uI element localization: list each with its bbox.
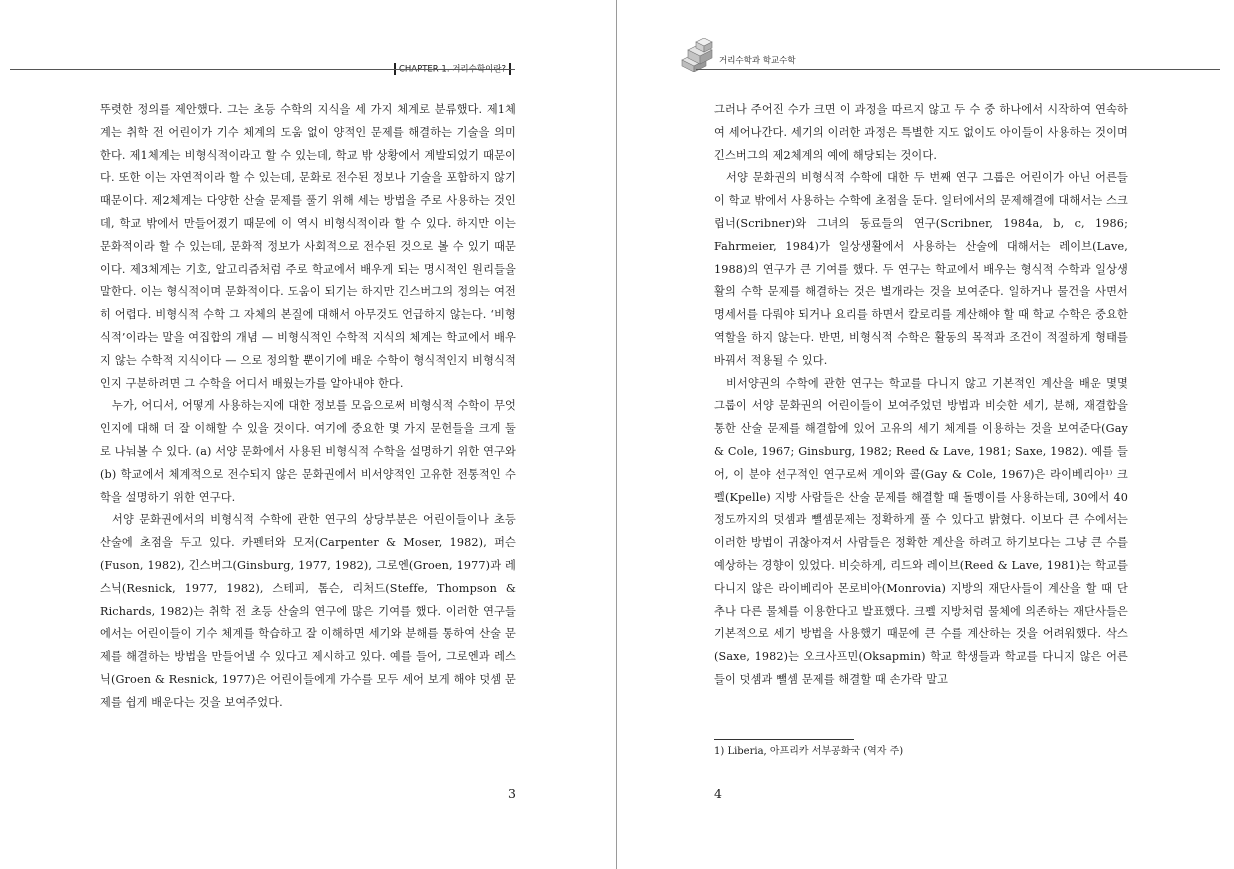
header-rule [696, 69, 1220, 70]
footnote-rule [714, 739, 854, 740]
footnote: 1) Liberia, 아프리카 서부공화국 (역자 주) [714, 746, 904, 757]
stacked-blocks-icon [680, 38, 716, 72]
right-running-head: 거리수학과 학교수학 [719, 56, 796, 66]
left-body-text [100, 99, 516, 715]
paragraph: 뚜렷한 정의를 제안했다. 그는 초등 수학의 지식을 세 가지 체계로 분류했다. 제1체계는 취학 전 어린이가 기수 체계의 도움 없이 양적인 문제를 해결하는 기술을 의미한다. 제1체계는 비형식적이라고 할 수 있는데, 학교 밖 상황에서 계발되었기 때문이다. 또한 이는 자연적이라 할 수 있는데, 문화로 전수된 정보나 기술을 포함하지 않기 때문이다. 제2체계는 다양한 산술 문제를 풀기 위해 세는 방법을 주로 사용하는 것인데, 학교 밖에서 만들어졌기 때문에 이 역시 비형식적이라 할 수 있다. 하지만 이는 문화적이라 할 수 있는데, 문화적 정보가 사회적으로 전수된 것으로 볼 수 있기 때문이다. 제3체계는 기호, 알고리즘처럼 주로 학교에서 배우게 되는 명시적인 원리들을 말한다. 이는 형식적이며 문화적이다. 도움이 되기는 하지만 긴스버그의 정의는 여전히 어렵다. 비형식적 수학 그 자체의 본질에 대해서 아무것도 언급하지 않는다. ‘비형식적’이라는 말을 여집합의 개념 — 비형식적인 수학적 지식의 체계는 학교에서 배우지 않는 수학적 지식이다 — 으로 정의할 뿐이기에 배운 수학이 형식적인지 비형식적인지 구분하려면 그 수학을 어디서 배웠는가를 알아내야 한다. [100, 103, 516, 390]
paragraph: 그러나 주어진 수가 크면 이 과정을 따르지 않고 두 수 중 하나에서 시작하여 연속하여 세어나간다. 세기의 이러한 과정은 특별한 지도 없이도 아이들이 사용하는 것이며 긴스버그의 제2체계의 예에 해당되는 것이다. [714, 103, 1128, 162]
right-page [617, 0, 1234, 869]
page-number: 3 [508, 786, 516, 801]
right-body-text [714, 99, 1128, 692]
paragraph: 서양 문화권에서의 비형식적 수학에 관한 연구의 상당부분은 어린이들이나 초등 산술에 초점을 두고 있다. 카펜터와 모저(Carpenter & Moser, 1982), 퍼슨(Fuson, 1982), 긴스버그(Ginsburg, 1977, 1982), 그로엔(Groen, 1977)과 레스닉(Resnick, 1977, 1982), 스테피, 톰슨, 리처드(Steffe, Thompson & Richards, 1982)는 취학 전 초등 산술의 연구에 많은 기여를 했다. 이러한 연구들에서는 어린이들이 기수 체계를 학습하고 잘 이해하면 세기와 분해를 통하여 산술 문제를 해결하는 방법을 만들어낼 수 있다고 제시하고 있다. 예를 들어, 그로엔과 레스닉(Groen & Resnick, 1977)은 어린이들에게 가수를 모두 세어 보게 해야 덧셈 문제를 쉽게 배운다는 것을 보여주었다. [100, 513, 516, 709]
paragraph: 비서양권의 수학에 관한 연구는 학교를 다니지 않고 기본적인 계산을 배운 몇몇 그룹이 서양 문화권의 어린이들이 보여주었던 방법과 비슷한 세기, 분해, 재결합을 통한 산술 문제를 해결함에 있어 고유의 세기 체계를 이용하는 것을 보여준다(Gay & Cole, 1967; Ginsburg, 1982; Reed & Lave, 1981; Saxe, 1982). 예를 들어, 이 분야 선구적인 연구로써 게이와 콜(Gay & Cole, 1967)은 라이베리아¹⁾ 크펠(Kpelle) 지방 사람들은 산술 문제를 해결할 때 돌멩이를 사용하는데, 30에서 40 정도까지의 덧셈과 뺄셈문제는 정확하게 풀 수 있다고 밝혔다. 이보다 큰 수에서는 이러한 방법이 귀찮아져서 사람들은 정확한 계산을 하려고 하기보다는 그냥 큰 수를 예상하는 경향이 있었다. 비슷하게, 리드와 레이브(Reed & Lave, 1981)는 학교를 다니지 않은 라이베리아 몬로비아(Monrovia) 지방의 재단사들이 계산을 할 때 단추나 다른 물체를 이용한다고 발표했다. 크펠 지방처럼 물체에 의존하는 재단사들은 기본적으로 세기 방법을 사용했기 때문에 큰 수를 계산하는 것을 어려워했다. 삭스(Saxe, 1982)는 오크사프민(Oksapmin) 학교 학생들과 학교를 다니지 않은 어른들이 덧셈과 뺄셈 문제를 해결할 때 손가락 말고 [714, 376, 1128, 686]
paragraph: 누가, 어디서, 어떻게 사용하는지에 대한 정보를 모음으로써 비형식적 수학이 무엇인지에 대해 더 잘 이해할 수 있을 것이다. 여기에 중요한 몇 가지 문헌들을 크게 둘로 나눠볼 수 있다. (a) 서양 문화에서 사용된 비형식적 수학을 설명하기 위한 연구와 (b) 학교에서 체계적으로 전수되지 않은 문화권에서 비서양적인 고유한 전통적인 수학을 설명하기 위한 연구다. [100, 399, 516, 504]
header-rule [10, 69, 515, 70]
paragraph: 서양 문화권의 비형식적 수학에 대한 두 번째 연구 그룹은 어린이가 아닌 어른들이 학교 밖에서 사용하는 수학에 초점을 둔다. 일터에서의 문제해결에 대해서는 스크립너(Scribner)와 그녀의 동료들의 연구(Scribner, 1984a, b, c, 1986; Fahrmeier, 1984)가 일상생활에서 사용하는 산술에 대해서는 레이브(Lave, 1988)의 연구가 큰 기여를 했다. 두 연구는 학교에서 배우는 형식적 수학과 일상생활의 수학 문제를 해결하는 것은 별개라는 것을 보여준다. 일하거나 물건을 사면서 명세서를 다뤄야 되거나 요리를 하면서 칼로리를 계산해야 할 때 학교 수학은 중요한 역할을 하지 않는다. 반면, 비형식적 수학은 활동의 목적과 조건이 적절하게 형태를 바꿔서 적용될 수 있다. [714, 171, 1128, 367]
page-number: 4 [714, 786, 722, 801]
